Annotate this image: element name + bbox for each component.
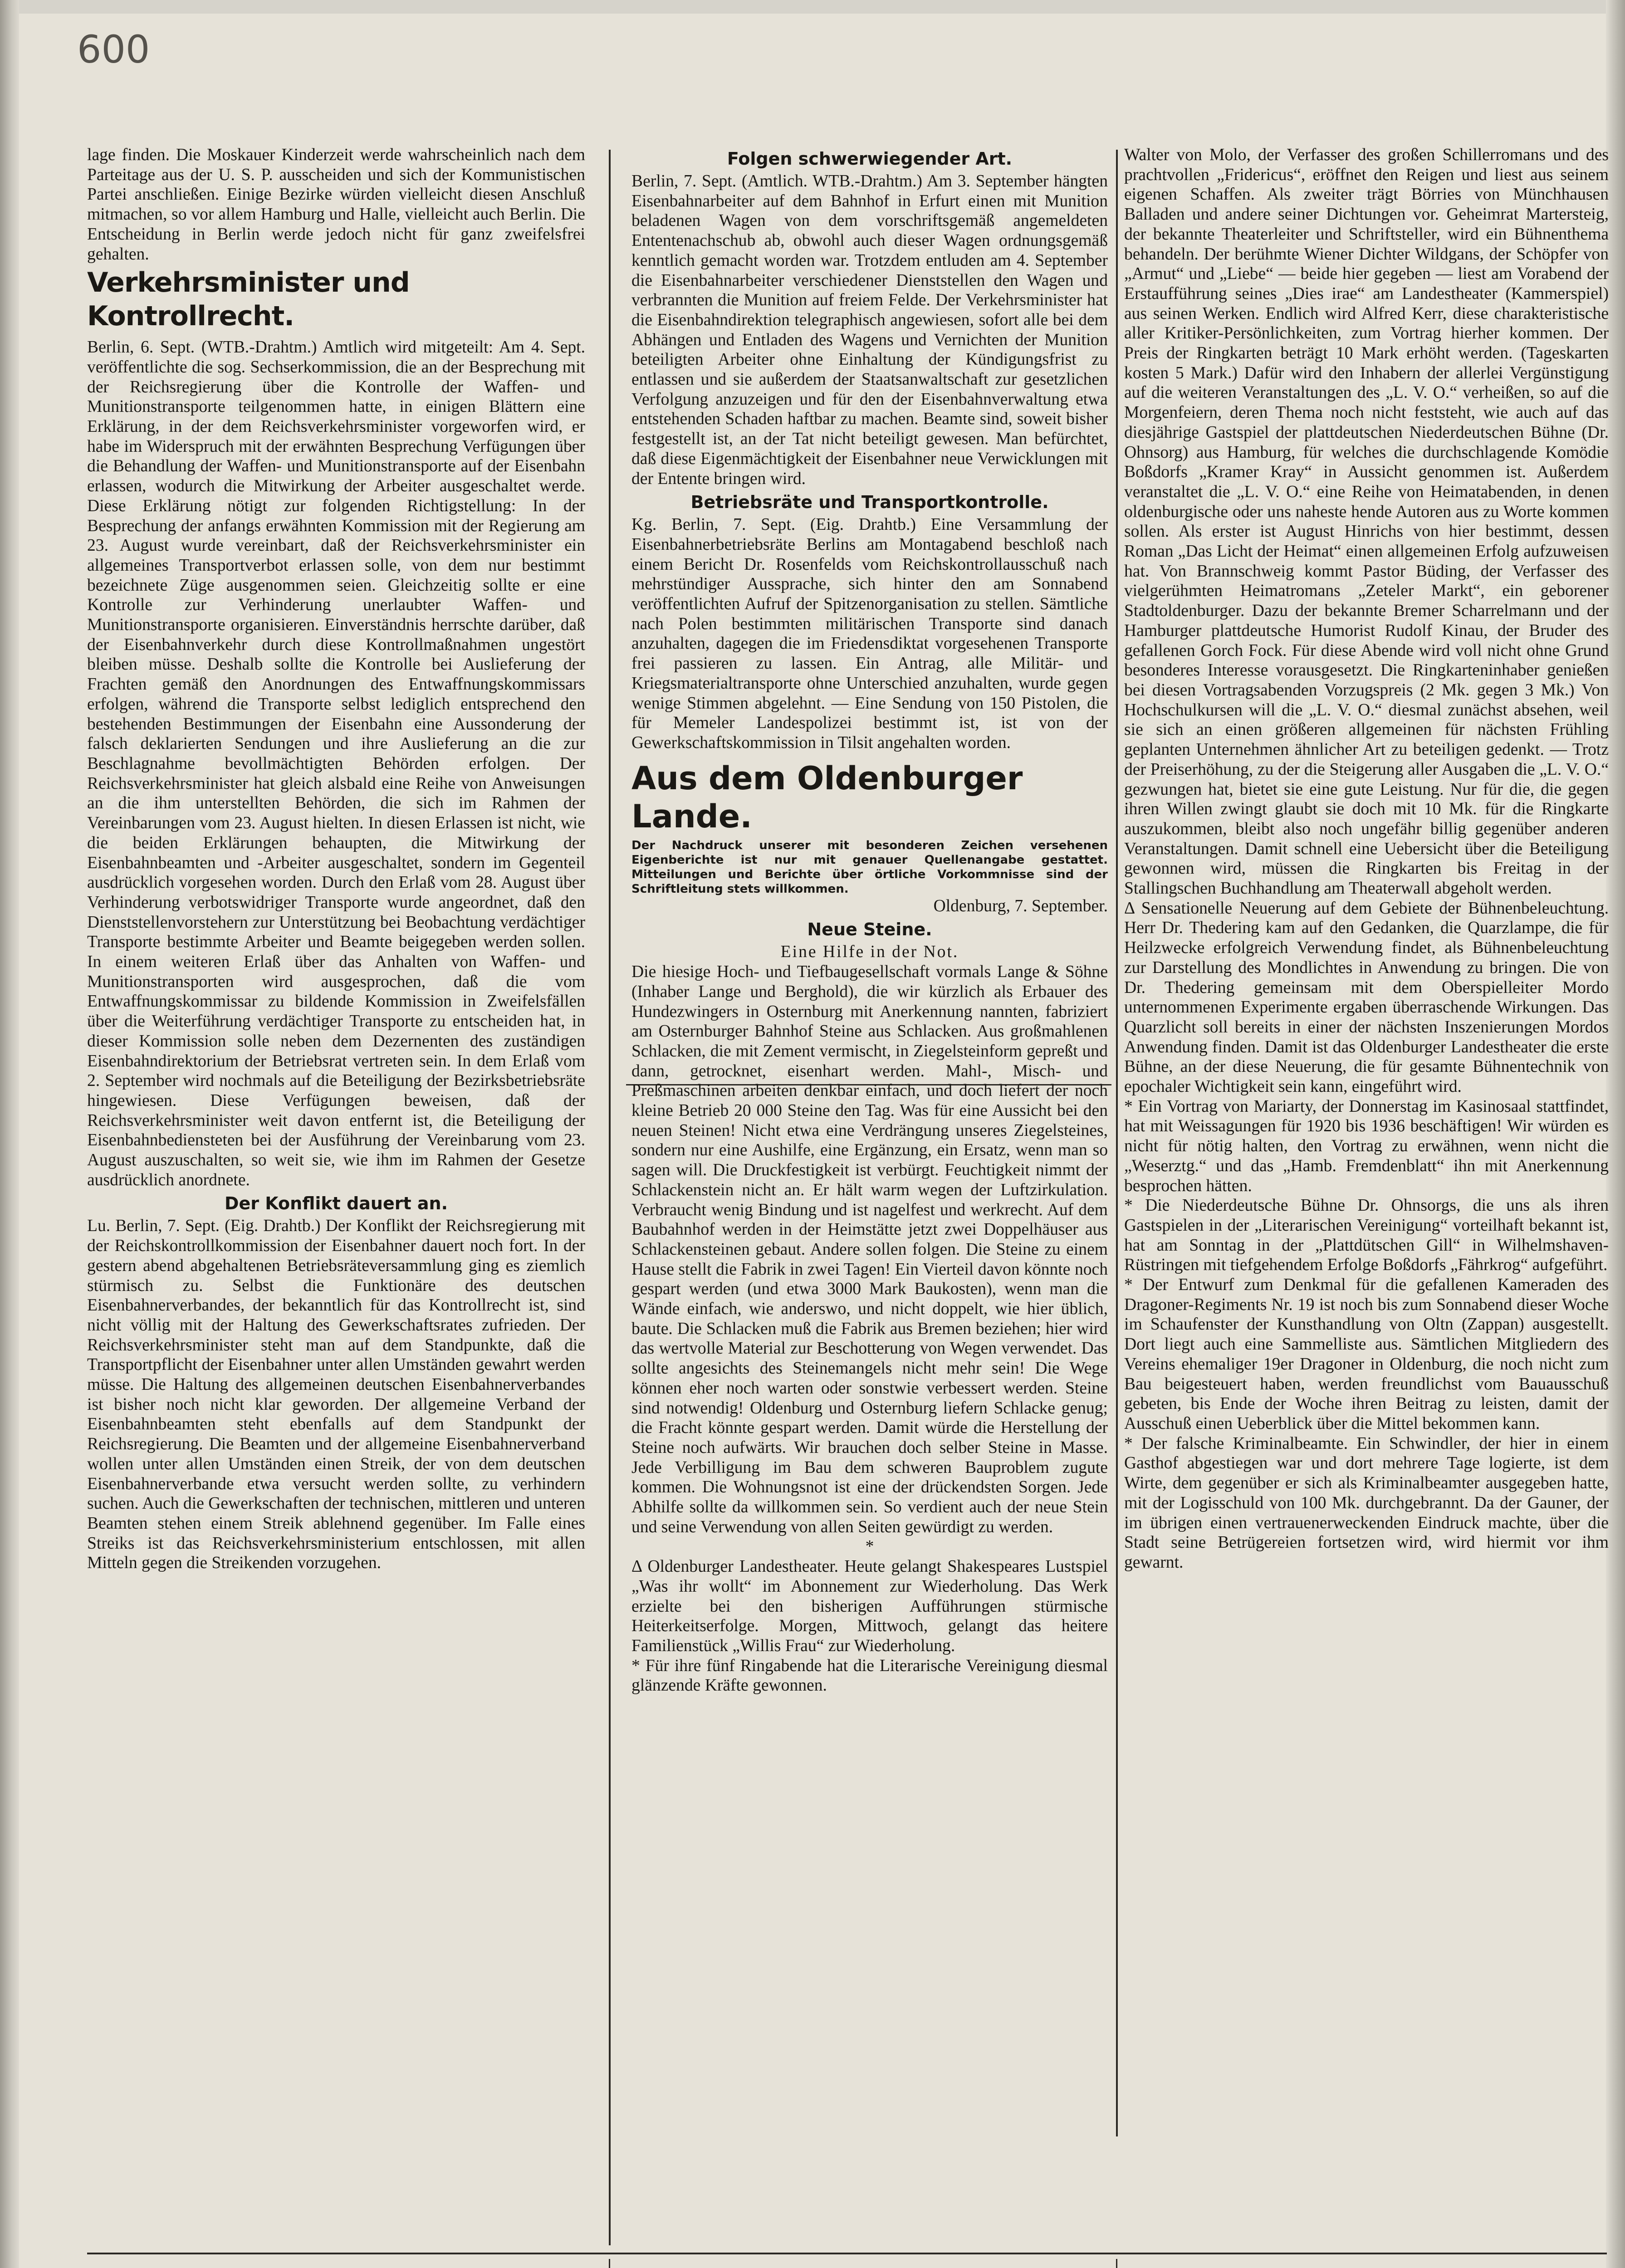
dateline: Oldenburg, 7. September.	[933, 896, 1108, 915]
article-paragraph: Δ Sensationelle Neuerung auf dem Gebiete der Bühnenbeleuchtung. Herr Dr. Thedering kam auf den Gedanken, die Quarzlampe, die für Heilzwecke erfolgreich Verwendung findet, als Bühnenbeleuchtung zur Darstellung des Mondlichtes in Anwendung zu bringen. Die von Dr. Thedering gemeinsam mit dem Oberspielleiter Mordo unternommenen Experimente ergaben überraschende Wirkungen. Das Quarzlicht soll bereits in einer der nächsten Inszenierungen Mordos Anwendung finden. Damit ist das Oldenburger Landestheater die erste Bühne, an der diese Neuerung, die für gesamte Bühnentechnik von epochaler Wichtigkeit sein kann, eingeführt wird.	[1124, 899, 1609, 1096]
subheadline-hilfe: Eine Hilfe in der Not.	[780, 943, 959, 962]
headline-folgen: Folgen schwerwiegender Art.	[727, 149, 1013, 169]
article-paragraph: * Ein Vortrag von Mariarty, der Donnerstag im Kasinosaal stattfindet, hat mit Weissagungen für 1920 bis 1936 beschäftigen! Wir würden es nicht für nötig halten, den Vortrag zu erwähnen, wenn nicht die „Weserztg.“ und das „Hamb. Fremdenblatt“ ihn mit Anerkennung besprochen hätten.	[1124, 1097, 1609, 1195]
article-paragraph: Berlin, 6. Sept. (WTB.-Drahtm.) Amtlich wird mitgeteilt: Am 4. Sept. veröffentlichte die sog. Sechserkommission, die an der Besprechung mit der Reichsregierung über die Kontrolle der Waffen- und Munitionstransporte teilgenommen hatte, in einigen Blättern eine Erklärung, in der dem Reichsverkehrsminister vorgeworfen wird, er habe im Widerspruch mit der erwähnten Besprechung Verfügungen über die Behandlung der Waffen- und Munitionstransporte auf der Eisenbahn erlassen, wodurch die Mitwirkung der Arbeiter ausgeschaltet werde. Diese Erklärung nötigt zur folgenden Richtigstellung: In der Besprechung der anfangs erwähnten Kommission mit der Regierung am 23. August wurde vereinbart, daß der Reichsverkehrsminister ein allgemeines Transportverbot erlassen solle, von dem nur bestimmt bezeichnete Züge ausgenommen seien. Gleichzeitig sollte er eine Kontrolle zur Verhinderung unerlaubter Waffen- und Munitionstransporte organisieren. Einverständnis herrschte darüber, daß der Eisenbahnverkehr durch diese Kontrollmaßnahmen ungestört bleiben müsse. Deshalb sollte die Kontrolle bei Auslieferung der Frachten gemäß den Anordnungen des Entwaffnungskommissars erfolgen, während die Transporte selbst lediglich entsprechend den bestehenden Bestimmungen der Eisenbahn eine Aussonderung der falsch deklarierten Sendungen und ihre Auslieferung an die zur Beschlagnahme bevollmächtigten Behörden erfolgen. Der Reichsverkehrsminister hat gleich alsbald eine Reihe von Anweisungen an die ihm unterstellten Behörden, die sich im Rahmen der Vereinbarungen vom 23. August hielten. In diesen Erlassen ist nicht, wie die beiden Erklärungen behaupten, die Mitwirkung der Eisenbahnbeamten und -Arbeiter ausgeschaltet, sondern im Gegenteil ausdrücklich vorgesehen worden. Durch den Erlaß vom 28. August über Verhinderung verbotswidriger Transporte wurde angeordnet, daß den Dienststellenvorstehern zur Unterstützung bei Beobachtung verdächtiger Transporte bestimmte Arbeiter und Beamte beigegeben werden sollen. In einem weiteren Erlaß über das Anhalten von Waffen- und Munitionstransporten wird ausgesprochen, daß die vom Entwaffnungskommissar zu bildende Kommission in Zweifelsfällen über die Weiterführung verdächtiger Transporte zu entscheiden hat, in dieser Kommission solle neben dem Dezernenten des zuständigen Eisenbahndirektorium der Betriebsrat vertreten sein. In dem Erlaß vom 2. September wird nochmals auf die Beteiligung der Bezirksbetriebsräte hingewiesen. Diese Verfügungen beweisen, daß der Reichsverkehrsminister weit davon entfernt ist, die Beteiligung der Eisenbahnbediensteten bei der Ausführung der Vereinbarung vom 23. August auszuschalten, so weit sie, wie ihm im Rahmen der Gesetze ausdrücklich anordnete.	[87, 338, 585, 1189]
article-paragraph: Die hiesige Hoch- und Tiefbaugesellschaft vormals Lange & Söhne (Inhaber Lange und Berghold), die wir kürzlich als Erbauer des Hundezwingers in Osternburg mit Anerkennung nannten, fabriziert am Osternburger Bahnhof Steine aus Schlacken. Aus großmahlenen Schlacken, die mit Zement vermischt, in Ziegelsteinform gepreßt und dann, getrocknet, eisenhart werden. Mahl-, Misch- und Preßmaschinen arbeiten denkbar einfach, und doch liefert der noch kleine Betrieb 20 000 Steine den Tag. Was für eine Aussicht bei den neuen Steinen! Nicht etwa eine Verdrängung unseres Ziegelsteines, sondern nur eine Aushilfe, eine Ergänzung, ein Ersatz, wenn man so sagen will. Die Druckfestigkeit ist verbürgt. Feuchtigkeit nimmt der Schlackenstein nicht an. Er hält warm wegen der Luftzirkulation. Verbraucht wenig Bindung und ist nagelfest und werkrecht. Auf dem Baubahnhof werden in der Heimstätte jetzt zwei Doppelhäuser aus Schlackensteinen gebaut. Andere sollen folgen. Die Steine zu einem Hause stellt die Fabrik in zwei Tagen! Ein Vierteil davon könnte noch gespart werden (und etwa 3000 Mark Baukosten), wenn man die Wände einfach, wie anderswo, und nicht doppelt, wie hier üblich, baute. Die Schlacken muß die Fabrik aus Bremen beziehen; hier wird das wertvolle Material zur Beschotterung von Wegen verwendet. Das sollte angesichts des Steinemangels nicht mehr sein! Die Wege können eher noch warten oder sonstwie verbessert werden. Steine sind notwendig! Oldenburg und Osternburg liefern Schlacke genug; die Fracht könnte gespart werden. Damit würde die Herstellung der Steine noch aufwärts. Wir brauchen doch selber Steine in Masse. Jede Verbilligung im Bau dem schweren Bauproblem zugute kommen. Die Wohnungsnot ist eine der drückendsten Sorgen. Jede Abhilfe sollte da willkommen sein. So verdient auch der neue Stein und seine Verwendung von allen Seiten gewürdigt zu werden.	[631, 963, 1108, 1536]
article-paragraph: * Der Entwurf zum Denkmal für die gefallenen Kameraden des Dragoner-Regiments Nr. 19 ist noch bis zum Sonnabend dieser Woche im Schaufenster der Kunsthandlung von Oltn (Zappan) ausgestellt. Dort liegt auch eine Sammelliste aus. Sämtlichen Mitgliedern des Vereins ehemaliger 19er Dragoner in Oldenburg, die noch nicht zum Bau beigesteuert haben, werden freundlichst vom Bauausschuß gebeten, bis Ende der Woche ihren Beitrag zu leisten, damit der Ausschuß einen Ueberblick über die Mittel bekommen kann.	[1124, 1276, 1609, 1433]
column-rule-2	[1116, 150, 1118, 2136]
column-2	[631, 145, 1108, 2214]
concert-column-2	[631, 2266, 1108, 2268]
concert-column-1	[87, 2266, 585, 2268]
article-paragraph: Walter von Molo, der Verfasser des großen Schillerromans und des prachtvollen „Fridericus“, eröffnet den Reigen und liest aus seinem eigenen Schaffen. Als zweiter trägt Börries von Münchhausen Balladen und andere seiner Dichtungen vor. Geheimrat Martersteig, der bekannte Theaterleiter und Schriftsteller, wird ein Bühnenthema behandeln. Der berühmte Wiener Dichter Wildgans, der Schöpfer von „Armut“ und „Liebe“ — beide hier gegeben — liest am Vorabend der Erstaufführung seines „Dies irae“ am Landestheater (Kammerspiel) aus seinen Werken. Endlich wird Alfred Kerr, diese charakteristische aller Kritiker-Persönlichkeiten, zum Vortrag hierher kommen. Der Preis der Ringkarten beträgt 10 Mark erhöht werden. (Tageskarten kosten 5 Mark.) Dafür wird den Inhabern der allerlei Vergünstigung auf die weiteren Veranstaltungen des „L. V. O.“ verheißen, so auf die Morgenfeiern, deren Thema noch nicht feststeht, wie auch auf das diesjährige Gastspiel der plattdeutschen Niederdeutschen Bühne (Dr. Ohnsorg) aus Hamburg, für welches die durchschlagende Komödie Boßdorfs „Kramer Kray“ in Aussicht genommen ist. Außerdem veranstaltet die „L. V. O.“ eine Reihe von Heimatabenden, in denen oldenburgische oder uns naheste hende Autoren aus zu Worte kommen sollen. Als erster ist August Hinrichs von hier bestimmt, dessen Roman „Das Licht der Heimat“ einen allgemeinen Erfolg aufzuweisen hat. Von Brannschweig kommt Pastor Büding, der Verfasser des vielgerühmten Heimatromans „Zeteler Markt“, ein geborener Stadtoldenburger. Dazu der bekannte Bremer Scharrelmann und der Hamburger plattdeutsche Humorist Rudolf Kinau, der Bruder des gefallenen Gorch Fock. Für diese Abende wird voll nicht ohne Grund besonderes Interesse vorausgesetzt. Die Ringkarteninhaber genießen bei diesen Vortragsabenden Vorzugspreis (2 Mk. gegen 3 Mk.) Von Hochschulkursen will die „L. V. O.“ diesmal zunächst absehen, weil sie sich an einen größeren allgemeinen für nächsten Frühling geplanten Unternehmen ähnlicher Art zu beteiligen gedenkt. — Trotz der Preiserhöhung, zu der die Steigerung aller Ausgaben die „L. V. O.“ gezwungen hat, bietet sie eine gute Leistung. Nur für die, die gegen ihren Willen zwingt glaubt sie doch mit 10 Mk. für die Ringkarte auszukommen, bleibt also noch ungefähr billig gegenüber anderen Veranstaltungen. Damit schnell eine Uebersicht über die Beteiligung gewonnen wird, müssen die Ringkarten bis Freitag in der Stallingschen Buchhandlung am Theaterwall abgeholt werden.	[1124, 146, 1609, 898]
reprint-notice: Der Nachdruck unserer mit besonderen Zeichen versehenen Eigenberichte ist nur mit genauer Quellenangabe gestattet. Mitteilungen und Berichte über örtliche Vorkommnisse sind der Schriftleitung stets willkommen.	[631, 838, 1108, 896]
article-paragraph: Berlin, 7. Sept. (Amtlich. WTB.-Drahtm.) Am 3. September hängten Eisenbahnarbeiter auf dem Bahnhof in Erfurt einen mit Munition beladenen Wagen von dem vorschriftsgemäß angemeldeten Ententenachschub ab, obwohl auch dieser Wagen ordnungsgemäß kenntlich gemacht worden war. Trotzdem entluden am 4. September die Eisenbahnarbeiter verschiedener Dienststellen den Wagen und verbrannten die Munition auf freiem Felde. Der Verkehrsminister hat die Eisenbahndirektion telegraphisch angewiesen, sofort alle bei dem Abhängen und Entladen des Wagens und Vernichten der Munition beteiligten Arbeiter ohne Einhaltung der Kündigungsfrist zu entlassen und sie außerdem der Staatsanwaltschaft zur gesetzlichen Verfolgung anzuzeigen und für den der Eisenbahnverwaltung etwa entstehenden Schaden haftbar zu machen. Beamte sind, soweit bisher festgestellt ist, an der Tat nicht beteiligt gewesen. Man befürchtet, daß diese Eigenmächtigkeit der Eisenbahner neue Verwicklungen mit der Entente bringen wird.	[631, 172, 1108, 488]
page-left-edge	[0, 0, 19, 2268]
article-paragraph: Δ Oldenburger Landestheater. Heute gelangt Shakespeares Lustspiel „Was ihr wollt“ im Abonnement zur Wiederholung. Das Werk erzielte bei den bisherigen Aufführungen stürmische Heiterkeitserfolge. Morgen, Mittwoch, gelangt das heitere Familienstück „Willis Frau“ zur Wiederholung.	[631, 1557, 1108, 1655]
bottom-rule-2	[1116, 2259, 1117, 2268]
separator-star: *	[865, 1537, 874, 1556]
page-number: 600	[77, 27, 150, 72]
column-3	[1124, 145, 1609, 2123]
subheadline-konflikt: Der Konflikt dauert an.	[224, 1193, 448, 1214]
page-right-edge	[1606, 0, 1625, 2268]
article-paragraph: * Für ihre fünf Ringabende hat die Literarische Vereinigung diesmal glänzende Kräfte gewonnen.	[631, 1656, 1108, 1695]
article-paragraph: * Die Niederdeutsche Bühne Dr. Ohnsorgs, die uns als ihren Gastspielen in der „Literarischen Vereinigung“ vorteilhaft bekannt ist, hat am Sonntag in der „Plattdütschen Gill“ in Wilhelmshaven-Rüstringen mit tiefgehendem Erfolge Boßdorfs „Fährkrog“ aufgeführt.	[1124, 1196, 1609, 1275]
subheadline-neue-steine: Neue Steine.	[807, 919, 932, 940]
article-paragraph: Kg. Berlin, 7. Sept. (Eig. Drahtb.) Eine Versammlung der Eisenbahnerbetriebsräte Berlins am Montagabend beschloß nach einem Bericht Dr. Rosenfelds vom Reichskontrollausschuß nach mehrstündiger Aussprache, sich hinter den am Sonnabend veröffentlichten Aufruf der Spitzenorganisation zu stellen. Sämtliche nach Polen bestimmten militärischen Transporte sind danach anzuhalten, dagegen die im Friedensdiktat vorgesehenen Transporte frei passieren zu lassen. Ein Antrag, alle Militär- und Kriegsmaterialtransporte ohne Unterschied anzuhalten, wurde gegen wenige Stimmen abgelehnt. — Eine Sendung von 150 Pistolen, die für Memeler Landespolizei bestimmt ist, ist von der Gewerkschaftskommission in Tilsit angehalten worden.	[631, 515, 1108, 752]
concert-column-3	[1124, 2266, 1609, 2268]
headline-verkehrsminister: Verkehrsminister und Kontrollrecht.	[87, 267, 410, 332]
column-1	[87, 145, 585, 2259]
subheadline-betriebsraete: Betriebsräte und Transportkontrolle.	[690, 492, 1049, 513]
column-rule-1	[609, 150, 611, 2245]
article-continuation: lage finden. Die Moskauer Kinderzeit werde wahrscheinlich nach dem Parteitage aus der U. S. P. ausscheiden und sich der Kommunistischen Partei anschließen. Einige Bezirke würden vielleicht diesen Anschluß mitmachen, so vor allem Hamburg und Halle, vielleicht auch Berlin. Die Entscheidung in Berlin werde jedoch nicht für ganz zweifelsfrei gehalten.	[87, 146, 585, 264]
bottom-rule-1	[609, 2259, 610, 2268]
article-paragraph: * Der falsche Kriminalbeamte. Ein Schwindler, der hier in einem Gasthof abgestiegen war und dort mehrere Tage logierte, ist dem Wirte, dem gegenüber er sich als Kriminalbeamter ausgegeben hatte, mit der Logisschuld von 100 Mk. durchgebrannt. Da der Gauner, der im übrigen einen vertrauenerweckenden Eindruck machte, über die Stadt seine Betrügereien fortsetzen wird, wird hiermit vor ihm gewarnt.	[1124, 1434, 1609, 1572]
article-paragraph: Lu. Berlin, 7. Sept. (Eig. Drahtb.) Der Konflikt der Reichsregierung mit der Reichskontrollkommission der Eisenbahner dauert noch fort. In der gestern abend abgehaltenen Betriebsräteversammlung ging es ziemlich stürmisch zu. Selbst die Funktionäre des deutschen Eisenbahnerverbandes, der bekanntlich für das Kontrollrecht ist, sind nicht völlig mit der Haltung des Gewerkschaftsrates zufrieden. Der Reichsverkehrsminister steht man auf dem Standpunkte, daß die Transportpflicht der Eisenbahner unter allen Umständen gewahrt werden müsse. Die Haltung des allgemeinen deutschen Eisenbahnerverbandes ist bisher noch nicht klar geworden. Der allgemeine Verband der Eisenbahnbeamten steht ebenfalls auf dem Standpunkt der Reichsregierung. Die Beamten und der allgemeine Eisenbahnerverband wollen unter allen Umständen einen Streik, der von dem deutschen Eisenbahnerverbande etwa versucht werden sollte, zu verhindern suchen. Auch die Gewerkschaften der technischen, mittleren und unteren Beamten stehen einem Streik ablehnend gegenüber. Im Falle eines Streiks ist das Reichsverkehrsministerium entschlossen, mit allen Mitteln gegen die Streikenden vorzugehen.	[87, 1217, 585, 1573]
section-title-oldenburg: Aus dem Oldenburger Lande.	[631, 759, 1023, 835]
